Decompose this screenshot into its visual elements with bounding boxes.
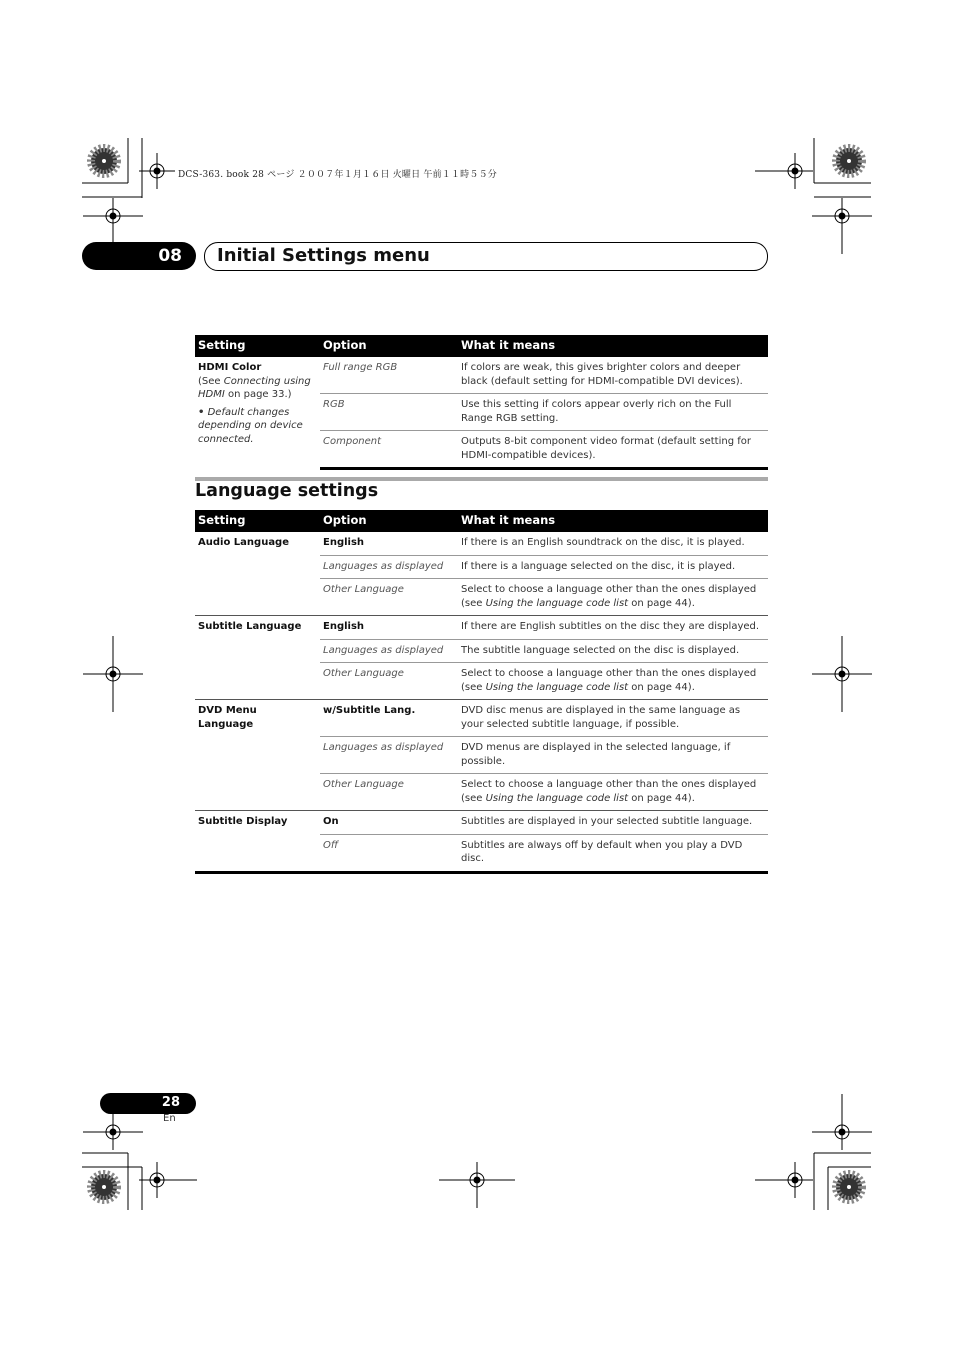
option-label: Languages as displayed bbox=[323, 644, 444, 656]
meaning-suffix: on page 44). bbox=[628, 792, 695, 804]
table-row bbox=[195, 357, 768, 394]
setting-name: Subtitle Language bbox=[195, 616, 320, 700]
option-cell bbox=[320, 394, 458, 431]
table-row bbox=[195, 811, 768, 835]
option-label: English bbox=[323, 621, 365, 632]
meaning-cell: If colors are weak, this gives brighter colors and deeper black (default setting for HDMI-compatible DVI devices). bbox=[458, 357, 768, 394]
option-label: Other Language bbox=[323, 584, 404, 595]
option-cell bbox=[320, 579, 458, 616]
header-meaning: What it means bbox=[458, 510, 768, 532]
chapter-title-bar bbox=[204, 242, 768, 271]
option-label: Full range RGB bbox=[323, 362, 398, 373]
meaning-cell: If there are English subtitles on the disc they are displayed. bbox=[458, 616, 768, 640]
meaning-cell bbox=[458, 663, 768, 700]
reference-suffix: on page 33.) bbox=[224, 389, 292, 400]
header-setting: Setting bbox=[195, 510, 320, 532]
reference-link: Connecting using HDMI bbox=[198, 375, 311, 400]
option-cell bbox=[320, 774, 458, 811]
setting-name-text: DVD Menu Language bbox=[198, 705, 257, 730]
meaning-suffix: on page 44). bbox=[628, 681, 695, 693]
meaning-cell bbox=[458, 774, 768, 811]
option-label: Languages as displayed bbox=[323, 742, 444, 753]
page-language: En bbox=[163, 1113, 176, 1124]
setting-name bbox=[195, 700, 320, 811]
page-number-badge bbox=[100, 1093, 196, 1114]
option-label: Languages as displayed bbox=[323, 560, 444, 572]
chapter-number-badge bbox=[82, 242, 196, 270]
meaning-cell: The subtitle language selected on the disc is displayed. bbox=[458, 639, 768, 663]
option-label: Component bbox=[323, 436, 382, 447]
table-row bbox=[195, 700, 768, 737]
meaning-cell: Outputs 8-bit component video format (default setting for HDMI-compatible devices). bbox=[458, 431, 768, 469]
option-label: w/Subtitle Lang. bbox=[323, 705, 416, 716]
option-cell bbox=[320, 663, 458, 700]
table-row bbox=[195, 616, 768, 640]
chapter-title: Initial Settings menu bbox=[217, 245, 430, 266]
option-label: English bbox=[323, 537, 365, 548]
header-option: Option bbox=[320, 335, 458, 357]
table-row bbox=[195, 532, 768, 555]
option-label: On bbox=[323, 816, 339, 827]
option-cell bbox=[320, 811, 458, 835]
option-cell bbox=[320, 616, 458, 640]
setting-name: HDMI Color bbox=[198, 362, 262, 373]
default-note-text: Default changes depending on device connected. bbox=[198, 406, 303, 445]
header-option: Option bbox=[320, 510, 458, 532]
meaning-link: Using the language code list bbox=[485, 792, 629, 804]
option-cell bbox=[320, 357, 458, 394]
option-cell bbox=[320, 639, 458, 663]
meaning-prefix: Select to choose a language other than the ones displayed (see bbox=[461, 584, 757, 609]
print-header: DCS-363. book 28 ページ ２００７年１月１６日 火曜日 午前１１時５５分 bbox=[178, 170, 497, 180]
meaning-link: Using the language code list bbox=[485, 597, 629, 609]
reference-prefix: (See bbox=[198, 375, 224, 387]
meaning-cell: If there is a language selected on the disc, it is played. bbox=[458, 555, 768, 579]
option-cell bbox=[320, 700, 458, 737]
header-meaning: What it means bbox=[458, 335, 768, 357]
header-setting: Setting bbox=[195, 335, 320, 357]
meaning-cell bbox=[458, 579, 768, 616]
meaning-cell: DVD disc menus are displayed in the same language as your selected subtitle language, if possible. bbox=[458, 700, 768, 737]
option-label: Off bbox=[323, 839, 339, 851]
option-label: Other Language bbox=[323, 779, 404, 790]
meaning-cell: Subtitles are displayed in your selected subtitle language. bbox=[458, 811, 768, 835]
table-header-row bbox=[195, 335, 768, 357]
meaning-cell: Subtitles are always off by default when you play a DVD disc. bbox=[458, 834, 768, 872]
meaning-cell: Use this setting if colors appear overly rich on the Full Range RGB setting. bbox=[458, 394, 768, 431]
chapter-number: 08 bbox=[158, 246, 182, 266]
page-number: 28 bbox=[161, 1095, 180, 1110]
setting-reference bbox=[198, 375, 317, 402]
meaning-prefix: Select to choose a language other than the ones displayed (see bbox=[461, 668, 757, 693]
setting-name: Subtitle Display bbox=[195, 811, 320, 873]
default-note bbox=[198, 406, 317, 447]
meaning-cell: If there is an English soundtrack on the disc, it is played. bbox=[458, 532, 768, 555]
meaning-prefix: Select to choose a language other than the ones displayed (see bbox=[461, 779, 757, 804]
option-label: RGB bbox=[323, 399, 345, 410]
language-settings-table bbox=[195, 510, 768, 874]
option-cell bbox=[320, 431, 458, 469]
default-marker: • bbox=[198, 406, 205, 418]
option-label: Other Language bbox=[323, 668, 404, 679]
option-cell bbox=[320, 532, 458, 555]
option-cell bbox=[320, 834, 458, 872]
option-cell bbox=[320, 737, 458, 774]
meaning-cell: DVD menus are displayed in the selected language, if possible. bbox=[458, 737, 768, 774]
meaning-link: Using the language code list bbox=[485, 681, 629, 693]
table-header-row bbox=[195, 510, 768, 532]
section-title: Language settings bbox=[195, 481, 379, 501]
setting-name: Audio Language bbox=[195, 532, 320, 616]
hdmi-settings-table bbox=[195, 335, 768, 470]
option-cell bbox=[320, 555, 458, 579]
meaning-suffix: on page 44). bbox=[628, 597, 695, 609]
setting-cell bbox=[195, 357, 320, 469]
